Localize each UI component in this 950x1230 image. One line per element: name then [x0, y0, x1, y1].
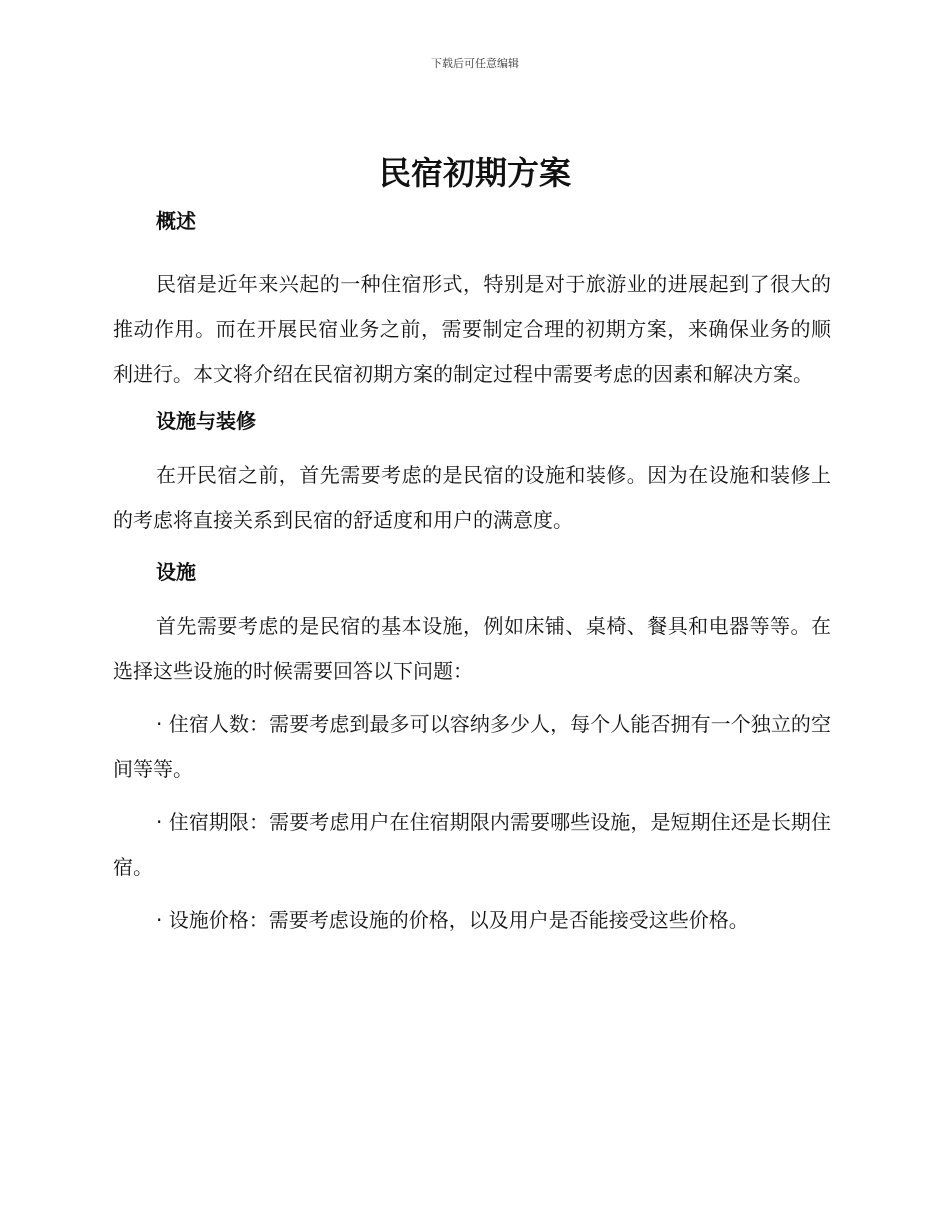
- document-body: [113, 200, 831, 951]
- bullet-item-duration: · 住宿期限：需要考虑用户在住宿期限内需要哪些设施，是短期住还是长期住宿。: [113, 810, 831, 879]
- overview-paragraph: 民宿是近年来兴起的一种住宿形式，特别是对于旅游业的进展起到了很大的推动作用。而在开展民宿业务之前，需要制定合理的初期方案，来确保业务的顺利进行。本文将介绍在民宿初期方案的制定过程中需要考虑的因素和解决方案。: [113, 272, 831, 386]
- facilities-paragraph: 首先需要考虑的是民宿的基本设施，例如床铺、桌椅、餐具和电器等等。在选择这些设施的时候需要回答以下问题：: [113, 614, 831, 683]
- page-header: 下载后可任意编辑: [431, 57, 519, 70]
- document-title: 民宿初期方案: [378, 154, 571, 192]
- section-heading-facilities-decor: 设施与装修: [156, 409, 256, 433]
- section-heading-facilities: 设施: [156, 560, 196, 584]
- facilities-decor-paragraph: 在开民宿之前，首先需要考虑的是民宿的设施和装修。因为在设施和装修上的考虑将直接关系到民宿的舒适度和用户的满意度。: [113, 463, 831, 532]
- section-heading-overview: 概述: [156, 209, 196, 233]
- bullet-item-price: · 设施价格：需要考虑设施的价格，以及用户是否能接受这些价格。: [156, 908, 749, 932]
- bullet-item-occupancy: · 住宿人数：需要考虑到最多可以容纳多少人，每个人能否拥有一个独立的空间等等。: [113, 712, 831, 781]
